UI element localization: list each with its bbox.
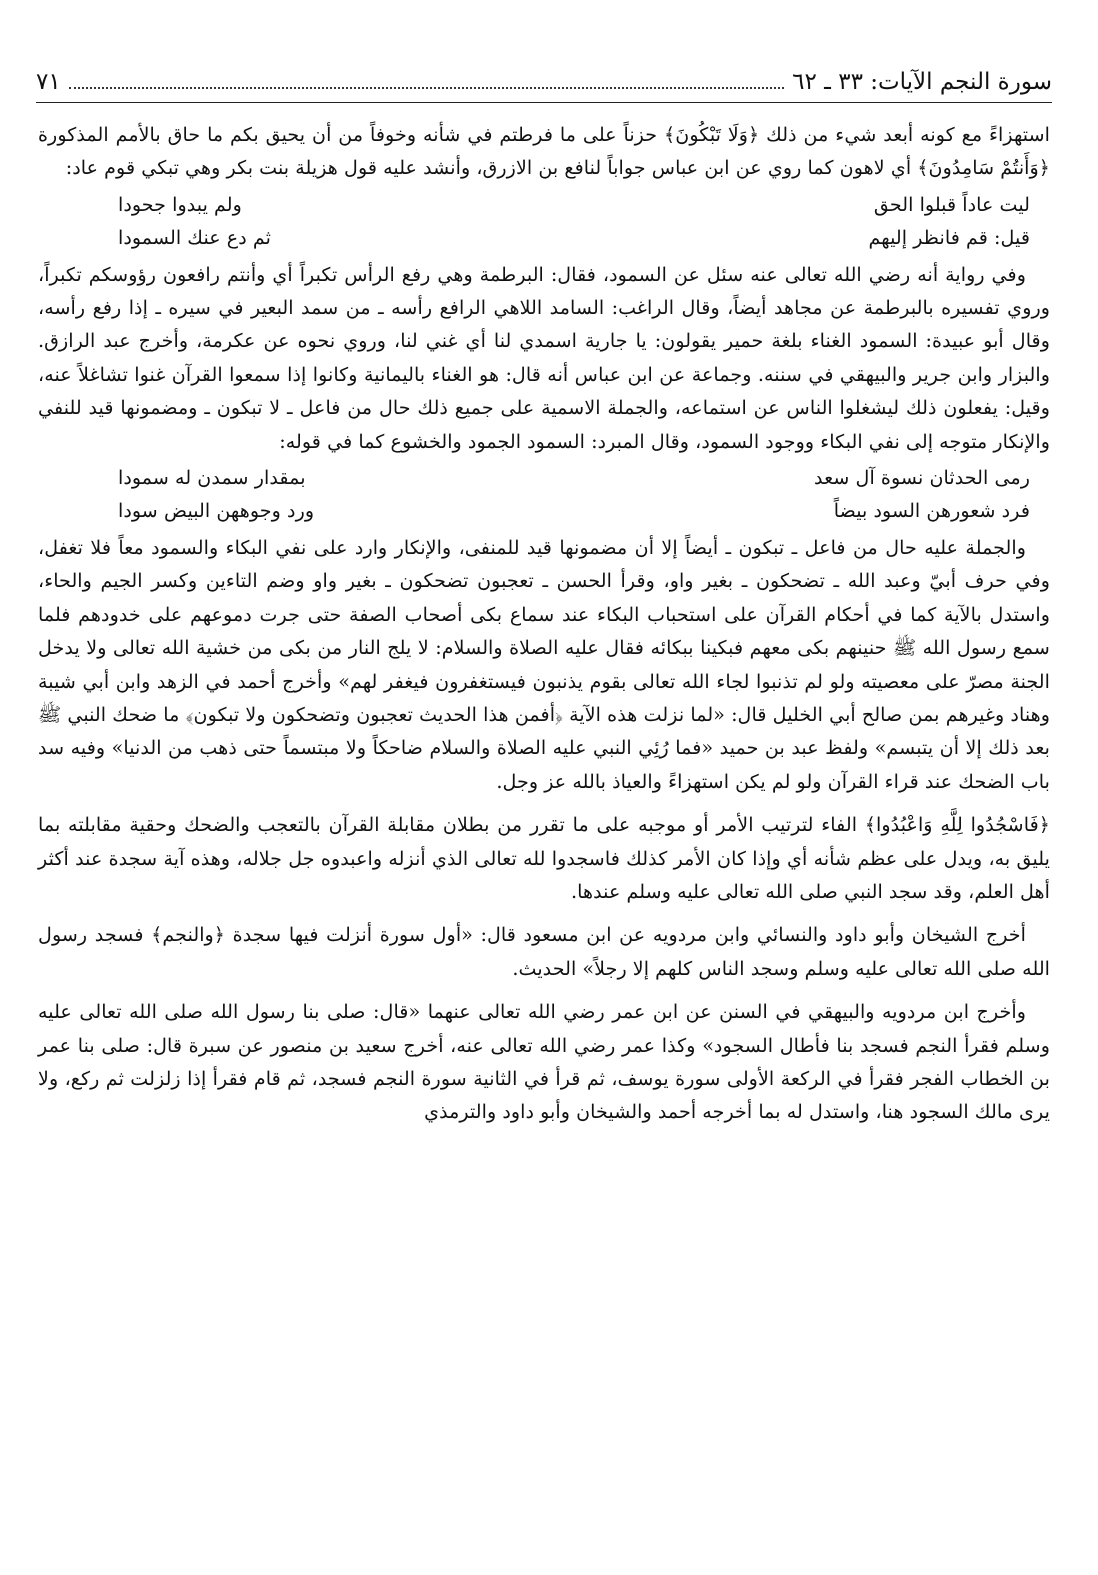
poem-line-1-right: رمى الحدثان نسوة آل سعد bbox=[814, 466, 1030, 490]
paragraph-3: والجملة عليه حال من فاعل ـ تبكون ـ أيضاً إلا أن مضمونها قيد للمنفى، والإنكار وارد على نفي البكاء والسمود معاً فلا تغفل، وفي حرف أبيّ وعبد الله ـ تضحكون ـ بغير واو، وقرأ الحسن ـ تعجبون تضحكون ـ بغير واو وضم التاءين وكسر الجيم والحاء، واستدل بالآية كما في أحكام القرآن على استحباب البكاء عند سماع بكى أصحاب الصفة حتى جرت دموعهم على خدودهم فلما سمع رسول الله ﷺ حنينهم بكى معهم فبكينا ببكائه فقال عليه الصلاة والسلام: لا يلج النار من بكى من خشية الله تعالى ولا يدخل الجنة مصرّ على معصيته ولو لم تذنبوا لجاء الله تعالى بقوم يذنبون فيستغفرون فيغفر لهم» وأخرج أحمد في الزهد وابن أبي شيبة وهناد وغيرهم بمن صالح أبي الخليل قال: «لما نزلت هذه الآية ﴿أفمن هذا الحديث تعجبون وتضحكون ولا تبكون﴾ ما ضحك النبي ﷺ بعد ذلك إلا أن يتبسم» ولفظ عبد بن حميد «فما رُئِي النبي عليه الصلاة والسلام ضاحكاً ولا مبتسماً حتى ذهب من الدنيا» وفيه سد باب الضحك عند قراء القرآن ولو لم يكن استهزاءً والعياذ بالله عز وجل. bbox=[38, 535, 1050, 793]
poem-line-1-left: ولم يبدوا جحودا bbox=[118, 192, 242, 216]
page-body bbox=[38, 118, 1050, 1129]
poem-line-1-right: ليت عاداً قبلوا الحق bbox=[873, 192, 1030, 216]
page-header bbox=[36, 62, 1052, 103]
paragraph-5: أخرج الشيخان وأبو داود والنسائي وابن مردويه عن ابن مسعود قال: «أول سورة أنزلت فيها سجدة ﴿والنجم﴾ فسجد رسول الله صلى الله تعالى عليه وسلم وسجد الناس كلهم إلا رجلاً» الحديث. bbox=[38, 923, 1050, 980]
running-title: سورة النجم الآيات: ٣٣ ـ ٦٢ bbox=[792, 69, 1052, 95]
paragraph-1: استهزاءً مع كونه أبعد شيء من ذلك ﴿وَلَا تَبْكُونَ﴾ حزناً على ما فرطتم في شأنه وخوفاً من أن يحيق بكم ما حاق بالأمم المذكورة ﴿وَأَنتُمْ سَامِدُونَ﴾ أي لاهون كما روي عن ابن عباس جواباً لنافع بن الازرق، وأنشد عليه قول هزيلة بنت بكر وهي تبكي قوم عاد: bbox=[38, 123, 1050, 180]
poem-line-2-left: ورد وجوههن البيض سودا bbox=[118, 499, 315, 523]
paragraph-6: وأخرج ابن مردويه والبيهقي في السنن عن ابن عمر رضي الله تعالى عنهما «قال: صلى بنا رسول الله صلى الله تعالى عليه وسلم فقرأ النجم فسجد بنا فأطال السجود» وكذا عمر رضي الله تعالى عنه، أخرج سعيد بن منصور عن سبرة قال: صلى بنا عمر بن الخطاب الفجر فقرأ في الركعة الأولى سورة يوسف، ثم قرأ في الثانية سورة النجم فسجد، ثم قام فقرأ إذا زلزلت ثم ركع، ولا يرى مالك السجود هنا، واستدل له بما أخرجه أحمد والشيخان وأبو داود والترمذي bbox=[38, 1000, 1050, 1124]
poem-line-2-left: ثم دع عنك السمودا bbox=[118, 226, 271, 250]
poem-hazila bbox=[38, 188, 1050, 255]
paragraph-4: ﴿فَاسْجُدُوا لِلَّهِ وَاعْبُدُوا﴾ الفاء لترتيب الأمر أو موجبه على ما تقرر من بطلان مقابلة القرآن بالتعجب والضحك وحقية مقابلته بما يليق به، ويدل على عظم شأنه أي وإذا كان الأمر كذلك فاسجدوا لله تعالى الذي أنزله واعبدوه جل جلاله، وهذه آية سجدة عند أكثر أهل العلم، وقد سجد النبي صلى الله تعالى عليه وسلم عندها. bbox=[38, 813, 1050, 903]
poem-line-2-right: فرد شعورهن السود بيضاً bbox=[833, 499, 1030, 523]
dot-leader bbox=[69, 75, 784, 89]
page-number: ٧١ bbox=[36, 69, 61, 95]
poem-line-1-left: بمقدار سمدن له سمودا bbox=[118, 466, 306, 490]
poem-mubarrad bbox=[38, 461, 1050, 528]
poem-line-2-right: قيل: قم فانظر إليهم bbox=[868, 226, 1030, 250]
paragraph-2: وفي رواية أنه رضي الله تعالى عنه سئل عن السمود، فقال: البرطمة وهي رفع الرأس تكبراً أي وأنتم رافعون رؤوسكم تكبراً، وروي تفسيره بالبرطمة عن مجاهد أيضاً، وقال الراغب: السامد اللاهي الرافع رأسه ـ من سمد البعير في سيره ـ إذا رفع رأسه، وقال أبو عبيدة: السمود الغناء بلغة حمير يقولون: يا جارية اسمدي لنا أي غني لنا، وروي نحوه عن عكرمة، وأخرج عبد الرازق. والبزار وابن جرير والبيهقي في سننه. وجماعة عن ابن عباس أنه قال: هو الغناء باليمانية وكانوا إذا سمعوا القرآن غنوا تشاغلاً عنه، وقيل: يفعلون ذلك ليشغلوا الناس عن استماعه، والجملة الاسمية على جميع ذلك حال من فاعل ـ لا تبكون ـ ومضمونها قيد للنفي والإنكار متوجه إلى نفي البكاء ووجود السمود، وقال المبرد: السمود الجمود والخشوع كما في قوله: bbox=[38, 262, 1050, 453]
